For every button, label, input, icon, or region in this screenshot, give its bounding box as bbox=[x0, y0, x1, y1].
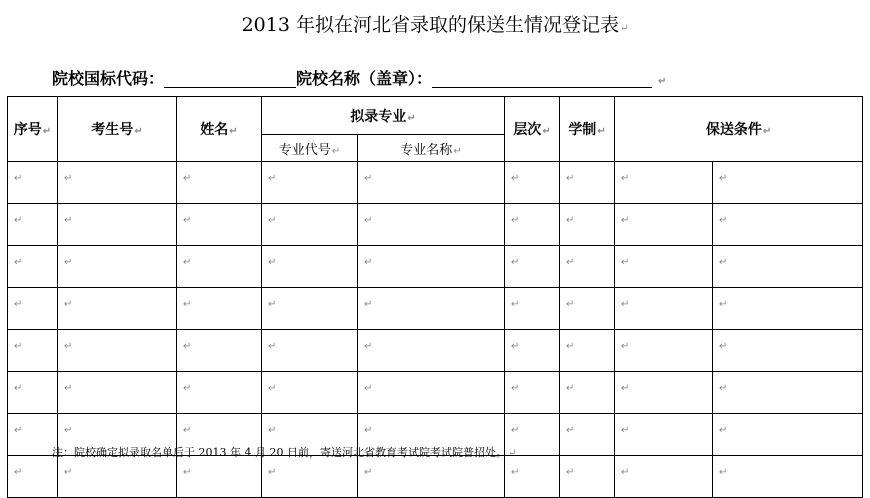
table-cell[interactable] bbox=[505, 204, 560, 246]
paragraph-mark-icon: ↵ bbox=[566, 425, 575, 436]
header-seq: 序号↵ bbox=[8, 97, 58, 162]
header-exam-number: 考生号↵ bbox=[58, 97, 177, 162]
paragraph-mark-icon: ↵ bbox=[14, 173, 23, 184]
table-cell[interactable] bbox=[358, 372, 505, 414]
paragraph-mark-icon: ↵ bbox=[64, 425, 73, 436]
table-cell[interactable] bbox=[560, 162, 615, 204]
table-cell[interactable] bbox=[8, 456, 58, 498]
paragraph-mark-icon: ↵ bbox=[511, 467, 520, 478]
paragraph-mark-icon: ↵ bbox=[621, 215, 630, 226]
table-cell[interactable] bbox=[177, 246, 262, 288]
paragraph-mark-icon: ↵ bbox=[511, 425, 520, 436]
table-row bbox=[8, 246, 863, 288]
table-row bbox=[8, 330, 863, 372]
table-cell[interactable] bbox=[262, 456, 358, 498]
paragraph-mark-icon: ↵ bbox=[183, 467, 192, 478]
table-cell[interactable] bbox=[713, 456, 863, 498]
table-cell[interactable] bbox=[615, 330, 713, 372]
paragraph-mark-icon: ↵ bbox=[719, 341, 728, 352]
paragraph-mark-icon: ↵ bbox=[511, 173, 520, 184]
paragraph-mark-icon: ↵ bbox=[719, 299, 728, 310]
paragraph-mark-icon: ↵ bbox=[621, 383, 630, 394]
paragraph-mark-icon: ↵ bbox=[183, 173, 192, 184]
paragraph-mark-icon: ↵ bbox=[719, 173, 728, 184]
table-cell[interactable] bbox=[177, 372, 262, 414]
paragraph-mark-icon: ↵ bbox=[621, 425, 630, 436]
table-cell[interactable] bbox=[8, 246, 58, 288]
paragraph-mark-icon: ↵ bbox=[620, 23, 629, 34]
table-cell[interactable] bbox=[713, 330, 863, 372]
paragraph-mark-icon: ↵ bbox=[621, 257, 630, 268]
paragraph-mark-icon: ↵ bbox=[268, 467, 277, 478]
paragraph-mark-icon: ↵ bbox=[566, 383, 575, 394]
paragraph-mark-icon: ↵ bbox=[183, 257, 192, 268]
paragraph-mark-icon: ↵ bbox=[719, 425, 728, 436]
school-code-blank[interactable] bbox=[164, 71, 296, 88]
paragraph-mark-icon: ↵ bbox=[268, 215, 277, 226]
paragraph-mark-icon: ↵ bbox=[364, 467, 373, 478]
paragraph-mark-icon: ↵ bbox=[566, 173, 575, 184]
table-cell[interactable] bbox=[615, 288, 713, 330]
paragraph-mark-icon: ↵ bbox=[183, 341, 192, 352]
paragraph-mark-icon: ↵ bbox=[719, 467, 728, 478]
table-cell[interactable] bbox=[358, 330, 505, 372]
paragraph-mark-icon: ↵ bbox=[621, 299, 630, 310]
paragraph-mark-icon: ↵ bbox=[183, 425, 192, 436]
table-cell[interactable] bbox=[8, 372, 58, 414]
table-cell[interactable] bbox=[58, 372, 177, 414]
paragraph-mark-icon: ↵ bbox=[14, 215, 23, 226]
paragraph-mark-icon: ↵ bbox=[64, 383, 73, 394]
paragraph-mark-icon: ↵ bbox=[268, 341, 277, 352]
paragraph-mark-icon: ↵ bbox=[566, 257, 575, 268]
paragraph-mark-icon: ↵ bbox=[621, 341, 630, 352]
paragraph-mark-icon: ↵ bbox=[566, 467, 575, 478]
table-cell[interactable] bbox=[58, 162, 177, 204]
table-cell[interactable] bbox=[713, 204, 863, 246]
paragraph-mark-icon: ↵ bbox=[14, 341, 23, 352]
paragraph-mark-icon: ↵ bbox=[511, 383, 520, 394]
table-cell[interactable] bbox=[505, 330, 560, 372]
table-cell[interactable] bbox=[262, 246, 358, 288]
table-cell[interactable] bbox=[262, 288, 358, 330]
table-cell[interactable] bbox=[358, 246, 505, 288]
header-level: 层次↵ bbox=[505, 97, 560, 162]
table-row bbox=[8, 204, 863, 246]
table-cell[interactable] bbox=[8, 162, 58, 204]
table-cell[interactable] bbox=[713, 162, 863, 204]
table-cell[interactable] bbox=[713, 288, 863, 330]
school-name-blank[interactable] bbox=[432, 71, 652, 88]
table-cell[interactable] bbox=[262, 162, 358, 204]
table-cell[interactable] bbox=[505, 372, 560, 414]
paragraph-mark-icon: ↵ bbox=[183, 383, 192, 394]
table-cell[interactable] bbox=[177, 330, 262, 372]
paragraph-mark-icon: ↵ bbox=[364, 215, 373, 226]
table-cell[interactable] bbox=[560, 204, 615, 246]
table-cell[interactable] bbox=[262, 372, 358, 414]
table-cell[interactable] bbox=[8, 204, 58, 246]
header-major-code: 专业代号↵ bbox=[262, 135, 358, 162]
table-cell[interactable] bbox=[8, 414, 58, 456]
header-name: 姓名↵ bbox=[177, 97, 262, 162]
table-cell[interactable] bbox=[58, 288, 177, 330]
table-cell[interactable] bbox=[505, 456, 560, 498]
table-cell[interactable] bbox=[560, 330, 615, 372]
table-cell[interactable] bbox=[262, 204, 358, 246]
school-name-label: 院校名称（盖章）： bbox=[296, 69, 433, 88]
table-row bbox=[8, 456, 863, 498]
table-cell[interactable] bbox=[713, 246, 863, 288]
header-duration: 学制↵ bbox=[560, 97, 615, 162]
paragraph-mark-icon: ↵ bbox=[14, 299, 23, 310]
paragraph-mark-icon: ↵ bbox=[64, 173, 73, 184]
table-cell[interactable] bbox=[358, 162, 505, 204]
paragraph-mark-icon: ↵ bbox=[566, 215, 575, 226]
paragraph-mark-icon: ↵ bbox=[183, 299, 192, 310]
table-cell[interactable] bbox=[560, 288, 615, 330]
table-cell[interactable] bbox=[177, 162, 262, 204]
paragraph-mark-icon: ↵ bbox=[566, 341, 575, 352]
paragraph-mark-icon: ↵ bbox=[364, 173, 373, 184]
page-title: 2013 年拟在河北省录取的保送生情况登记表↵ bbox=[241, 14, 629, 36]
table-cell[interactable] bbox=[58, 204, 177, 246]
table-cell[interactable] bbox=[358, 288, 505, 330]
paragraph-mark-icon: ↵ bbox=[621, 173, 630, 184]
table-cell[interactable] bbox=[58, 330, 177, 372]
table-cell[interactable] bbox=[505, 288, 560, 330]
table-cell[interactable] bbox=[615, 372, 713, 414]
paragraph-mark-icon: ↵ bbox=[64, 341, 73, 352]
paragraph-mark-icon: ↵ bbox=[64, 467, 73, 478]
paragraph-mark-icon: ↵ bbox=[268, 173, 277, 184]
paragraph-mark-icon: ↵ bbox=[658, 76, 667, 87]
table-cell[interactable] bbox=[615, 456, 713, 498]
paragraph-mark-icon: ↵ bbox=[14, 383, 23, 394]
table-cell[interactable] bbox=[262, 330, 358, 372]
table-cell[interactable] bbox=[615, 204, 713, 246]
paragraph-mark-icon: ↵ bbox=[268, 425, 277, 436]
paragraph-mark-icon: ↵ bbox=[511, 299, 520, 310]
header-major-name: 专业名称↵ bbox=[358, 135, 505, 162]
paragraph-mark-icon: ↵ bbox=[268, 383, 277, 394]
table-cell[interactable] bbox=[615, 162, 713, 204]
paragraph-mark-icon: ↵ bbox=[719, 257, 728, 268]
paragraph-mark-icon: ↵ bbox=[364, 383, 373, 394]
table-cell[interactable] bbox=[58, 456, 177, 498]
table-cell[interactable] bbox=[8, 288, 58, 330]
table-row bbox=[8, 372, 863, 414]
paragraph-mark-icon: ↵ bbox=[364, 425, 373, 436]
paragraph-mark-icon: ↵ bbox=[511, 341, 520, 352]
table-row bbox=[8, 288, 863, 330]
paragraph-mark-icon: ↵ bbox=[719, 215, 728, 226]
table-cell[interactable] bbox=[560, 456, 615, 498]
paragraph-mark-icon: ↵ bbox=[14, 425, 23, 436]
paragraph-mark-icon: ↵ bbox=[364, 299, 373, 310]
table-cell[interactable] bbox=[177, 204, 262, 246]
school-code-label: 院校国标代码： bbox=[52, 69, 165, 88]
table-cell[interactable] bbox=[58, 246, 177, 288]
paragraph-mark-icon: ↵ bbox=[14, 257, 23, 268]
paragraph-mark-icon: ↵ bbox=[268, 299, 277, 310]
paragraph-mark-icon: ↵ bbox=[621, 467, 630, 478]
paragraph-mark-icon: ↵ bbox=[64, 257, 73, 268]
table-cell[interactable] bbox=[505, 162, 560, 204]
paragraph-mark-icon: ↵ bbox=[364, 341, 373, 352]
table-cell[interactable] bbox=[505, 246, 560, 288]
paragraph-mark-icon: ↵ bbox=[511, 215, 520, 226]
paragraph-mark-icon: ↵ bbox=[566, 299, 575, 310]
table-cell[interactable] bbox=[615, 246, 713, 288]
paragraph-mark-icon: ↵ bbox=[719, 383, 728, 394]
table-cell[interactable] bbox=[615, 414, 713, 456]
table-cell[interactable] bbox=[560, 246, 615, 288]
school-info-line bbox=[52, 66, 666, 89]
table-cell[interactable] bbox=[177, 288, 262, 330]
footnote: 注：院校确定拟录取名单后于 2013 年 4 月 20 日前，寄送河北省教育考试院考试院普招处。↵ bbox=[52, 446, 517, 459]
table-cell[interactable] bbox=[560, 372, 615, 414]
table-cell[interactable] bbox=[713, 414, 863, 456]
registration-table bbox=[7, 96, 863, 498]
table-cell[interactable] bbox=[358, 456, 505, 498]
table-cell[interactable] bbox=[8, 330, 58, 372]
header-major: 拟录专业↵ bbox=[262, 97, 505, 135]
table-row bbox=[8, 162, 863, 204]
paragraph-mark-icon: ↵ bbox=[64, 299, 73, 310]
table-cell[interactable] bbox=[713, 372, 863, 414]
paragraph-mark-icon: ↵ bbox=[183, 215, 192, 226]
table-cell[interactable] bbox=[560, 414, 615, 456]
header-condition: 保送条件↵ bbox=[615, 97, 863, 162]
paragraph-mark-icon: ↵ bbox=[14, 467, 23, 478]
table-cell[interactable] bbox=[177, 456, 262, 498]
table-cell[interactable] bbox=[358, 204, 505, 246]
paragraph-mark-icon: ↵ bbox=[268, 257, 277, 268]
paragraph-mark-icon: ↵ bbox=[364, 257, 373, 268]
paragraph-mark-icon: ↵ bbox=[64, 215, 73, 226]
paragraph-mark-icon: ↵ bbox=[511, 257, 520, 268]
